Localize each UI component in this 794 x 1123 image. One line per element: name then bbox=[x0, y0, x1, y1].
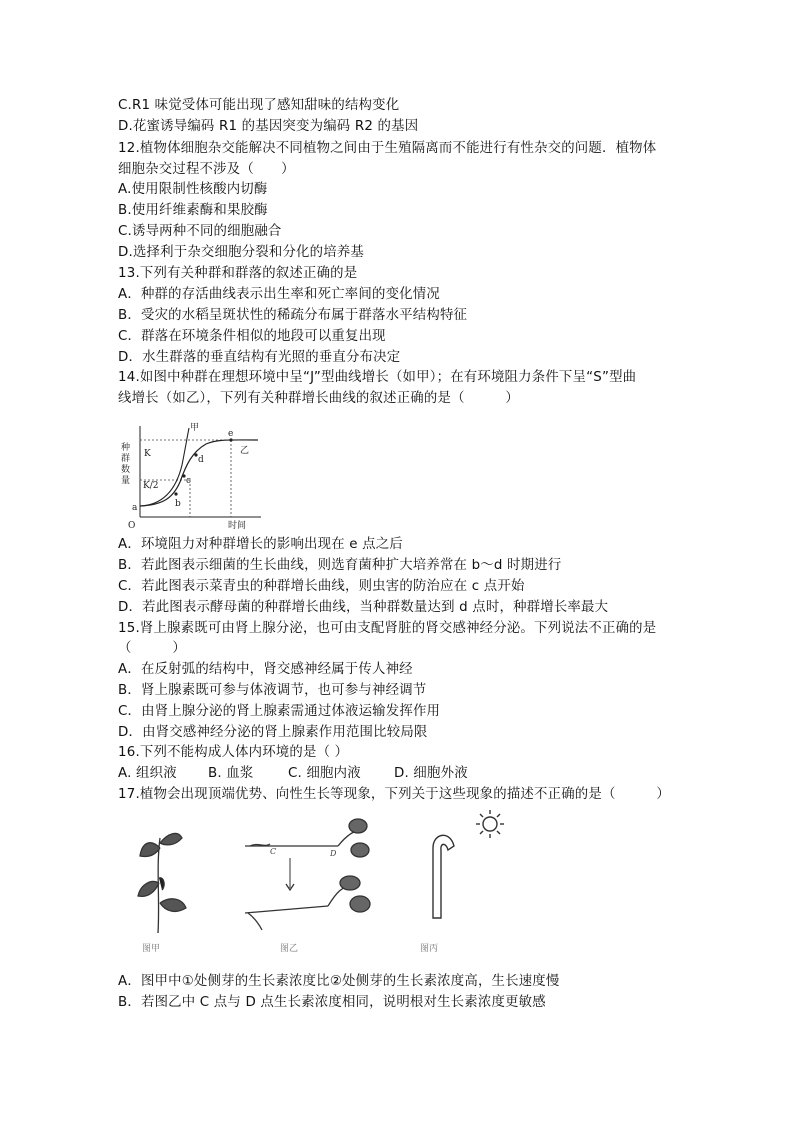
curve-j-label: 甲 bbox=[190, 423, 200, 433]
y-axis-label-2: 群 bbox=[121, 454, 131, 464]
point-e-label: e bbox=[228, 429, 234, 439]
q14-option-a: A．环境阻力对种群增长的影响出现在 e 点之后 bbox=[118, 537, 403, 552]
fig-jia-caption: 图甲 bbox=[142, 944, 161, 954]
fig-yi-lower-root bbox=[248, 913, 262, 930]
q17-stem: 17.植物会出现顶端优势、向性生长等现象，下列关于这些现象的描述不正确的是（ ） bbox=[118, 787, 670, 802]
q16-stem: 16.下列不能构成人体内环境的是（ ） bbox=[118, 745, 349, 760]
q15-option-c: C．由肾上腺分泌的肾上腺素需通过体液运输发挥作用 bbox=[118, 704, 441, 719]
q13-option-b: B．受灾的水稻呈斑状性的稀疏分布属于群落水平结构特征 bbox=[118, 308, 468, 323]
y-axis-label-4: 量 bbox=[121, 476, 131, 486]
fig-yi-caption: 图乙 bbox=[280, 944, 299, 954]
fig-yi-label-d: D bbox=[330, 849, 337, 858]
plant-figure-svg bbox=[120, 808, 530, 958]
q12-option-a: A.使用限制性核酸内切酶 bbox=[118, 182, 268, 197]
fig-bing-sun bbox=[483, 817, 497, 831]
point-c-label: c bbox=[186, 476, 192, 486]
q13-option-d: D．水生群落的垂直结构有光照的垂直分布决定 bbox=[118, 350, 401, 365]
q14-stem-line1: 14.如图中种群在理想环境中呈“J”型曲线增长（如甲）；在有环境阻力条件下呈“S”型曲 bbox=[118, 370, 637, 385]
fig-jia-bud bbox=[159, 878, 164, 890]
q13-option-a: A．种群的存活曲线表示出生率和死亡率间的变化情况 bbox=[118, 287, 440, 302]
fig-bing-ray-5 bbox=[480, 814, 483, 817]
fig-jia-leaf-2 bbox=[160, 833, 182, 844]
origin-label: O bbox=[128, 521, 136, 530]
k2-label: K/2 bbox=[143, 481, 159, 491]
q16-option-c: C. 细胞内液 bbox=[288, 766, 361, 781]
q15-stem-line2: （ ） bbox=[118, 641, 186, 656]
point-b-label: b bbox=[175, 499, 181, 509]
q12-option-b: B.使用纤维素酶和果胶酶 bbox=[118, 203, 268, 218]
y-axis-label-1: 种 bbox=[121, 443, 131, 453]
q15-option-a: A．在反射弧的结构中，肾交感神经属于传人神经 bbox=[118, 662, 413, 677]
fig-yi-lower-leaf-1 bbox=[340, 876, 360, 890]
q11-option-c: C.R1 味觉受体可能出现了感知甜味的结构变化 bbox=[118, 98, 400, 113]
point-d-label: d bbox=[198, 455, 204, 465]
q16-option-d: D. 细胞外液 bbox=[394, 766, 468, 781]
q16-option-a: A. 组织液 bbox=[118, 766, 177, 781]
plant-tropism-figure bbox=[120, 808, 530, 958]
x-axis-label: 时间 bbox=[228, 521, 247, 530]
q13-option-c: C．群落在环境条件相似的地段可以重复出现 bbox=[118, 329, 386, 344]
point-b bbox=[174, 492, 177, 495]
q14-option-b: B．若此图表示细菌的生长曲线，则选育菌种扩大培养常在 b～d 时期进行 bbox=[118, 558, 562, 573]
fig-yi-lower-leaf-2 bbox=[350, 896, 370, 912]
fig-bing-seedling bbox=[433, 835, 454, 918]
fig-bing-ray-7 bbox=[497, 814, 500, 817]
q14-option-c: C．若此图表示菜青虫的种群增长曲线，则虫害的防治应在 c 点开始 bbox=[118, 579, 525, 594]
growth-curve-svg bbox=[118, 420, 268, 530]
q13-stem: 13.下列有关种群和群落的叙述正确的是 bbox=[118, 266, 358, 281]
point-a-label: a bbox=[132, 503, 138, 513]
q12-stem-line1: 12.植物体细胞杂交能解决不同植物之间由于生殖隔离而不能进行有性杂交的问题．植物体 bbox=[118, 141, 657, 156]
fig-yi-upper-leaf-1 bbox=[349, 819, 367, 833]
q15-option-d: D．由肾交感神经分泌的肾上腺素作用范围比较局限 bbox=[118, 725, 428, 740]
fig-yi-lower-stem bbox=[245, 906, 328, 913]
fig-bing-ray-8 bbox=[480, 831, 483, 834]
k-label: K bbox=[144, 449, 151, 459]
fig-yi-upper-leaf-2 bbox=[351, 843, 369, 857]
q14-option-d: D．若此图表示酵母菌的种群增长曲线，当种群数量达到 d 点时，种群增长率最大 bbox=[118, 600, 609, 615]
q14-stem-line2: 线增长（如乙），下列有关种群增长曲线的叙述正确的是（ ） bbox=[118, 391, 520, 406]
q15-option-b: B．肾上腺素既可参与体液调节，也可参与神经调节 bbox=[118, 683, 427, 698]
fig-jia-leaf-4 bbox=[160, 899, 186, 912]
q12-option-c: C.诱导两种不同的细胞融合 bbox=[118, 224, 282, 239]
q17-option-b: B．若图乙中 C 点与 D 点生长素浓度相同，说明根对生长素浓度更敏感 bbox=[118, 995, 546, 1010]
fig-bing-ray-6 bbox=[497, 831, 500, 834]
q16-options bbox=[118, 764, 468, 784]
fig-jia-leaf-1 bbox=[140, 843, 160, 857]
q12-stem-line2: 细胞杂交过程不涉及（ ） bbox=[118, 162, 295, 177]
q11-option-d: D.花蜜诱导编码 R1 的基因突变为编码 R2 的基因 bbox=[118, 119, 419, 134]
fig-yi-label-c: C bbox=[270, 847, 277, 856]
y-axis-label-3: 数 bbox=[121, 465, 131, 475]
q12-option-d: D.选择利于杂交细胞分裂和分化的培养基 bbox=[118, 245, 365, 260]
fig-bing-caption: 图丙 bbox=[420, 944, 439, 954]
q17-option-a: A．图甲中①处侧芽的生长素浓度比②处侧芽的生长素浓度高，生长速度慢 bbox=[118, 974, 560, 989]
curve-s-label: 乙 bbox=[240, 446, 250, 456]
population-growth-figure bbox=[118, 420, 268, 530]
fig-jia-leaf-3 bbox=[138, 881, 159, 896]
q16-option-b: B. 血浆 bbox=[208, 766, 254, 781]
q15-stem-line1: 15.肾上腺素既可由肾上腺分泌，也可由支配肾脏的肾交感神经分泌。下列说法不正确的是 bbox=[118, 621, 657, 636]
